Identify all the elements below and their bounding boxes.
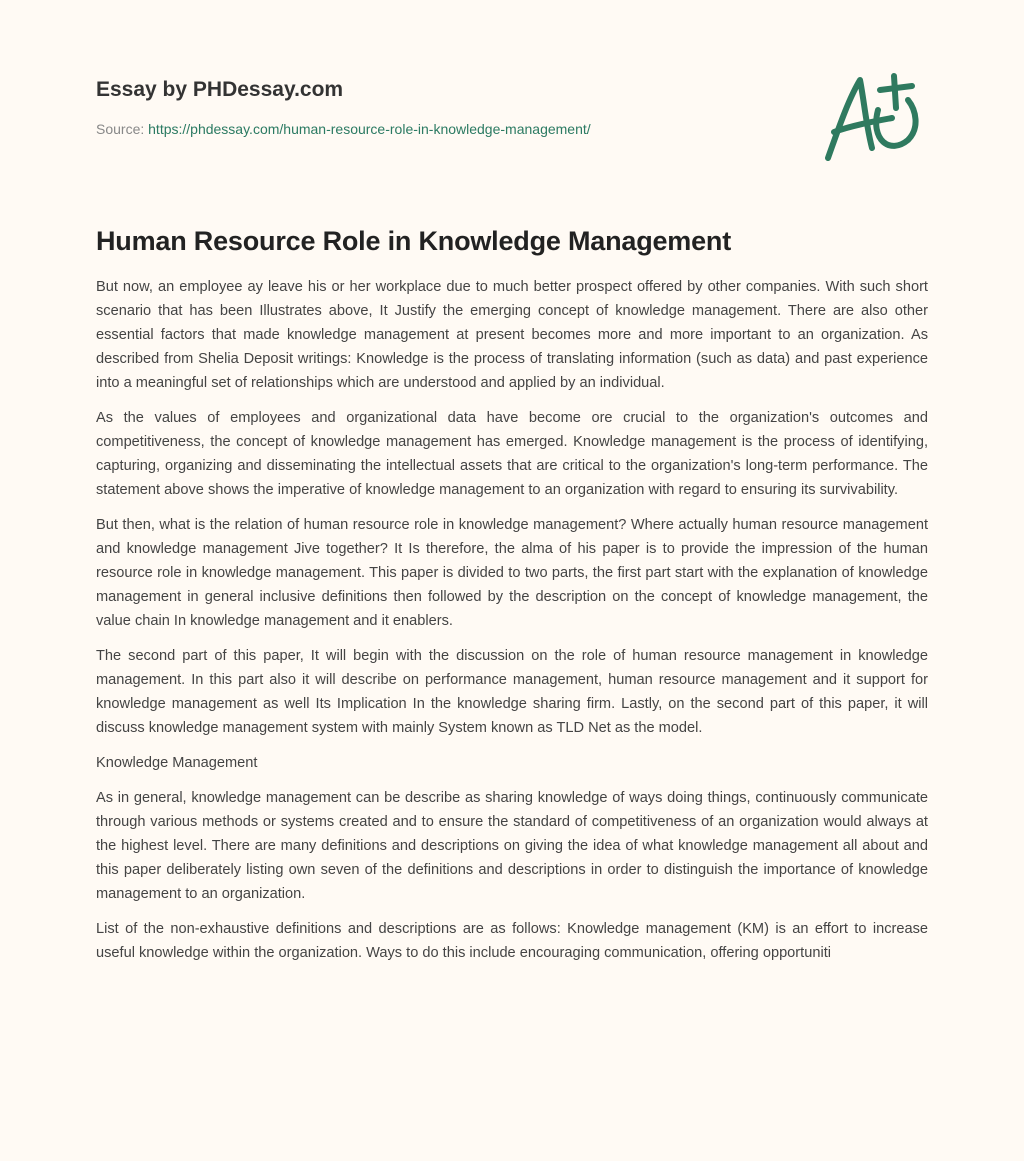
essay-article [96, 226, 928, 976]
essay-paragraph: The second part of this paper, It will begin with the discussion on the role of human resource management in knowledge management. In this part also it will describe on performance management, human resource management and it support for knowledge management as well Its Implication In the knowledge sharing firm. Lastly, on the second part of this paper, it will discuss knowledge management system with mainly System known as TLD Net as the model. [96, 648, 928, 736]
essay-paragraph: As in general, knowledge management can be describe as sharing knowledge of ways doing things, continuously communicate through various methods or systems created and to ensure the standard of competitiveness of an organization would always at the highest level. There are many definitions and descriptions on giving the idea of what knowledge management all about and this paper deliberately listing own seven of the definitions and descriptions in order to distinguish the importance of knowledge management to an organization. [96, 790, 928, 902]
section-heading: Knowledge Management [96, 755, 258, 771]
brand-title: Essay by PHDessay.com [96, 78, 344, 101]
source-line [96, 121, 591, 137]
a-plus-logo-icon [820, 70, 930, 165]
essay-paragraph: As the values of employees and organizational data have become ore crucial to the organization's outcomes and competitiveness, the concept of knowledge management has emerged. Knowledge management is the process of identifying, capturing, organizing and disseminating the intellectual assets that are critical to the organization's long-term performance. The statement above shows the imperative of knowledge management to an organization with regard to ensuring its survivability. [96, 410, 928, 498]
essay-paragraph: List of the non-exhaustive definitions and descriptions are as follows: Knowledge management (KM) is an effort to increase useful knowledge within the organization. Ways to do this include encouraging communication, offering opportuniti [96, 921, 928, 961]
essay-paragraph: But now, an employee ay leave his or her workplace due to much better prospect offered by other companies. With such short scenario that has been Illustrates above, It Justify the emerging concept of knowledge management. There are also other essential factors that made knowledge management at present becomes more and more important to an organization. As described from Shelia Deposit writings: Knowledge is the process of translating information (such as data) and past experience into a meaningful set of relationships which are understood and applied by an individual. [96, 279, 928, 391]
header [96, 78, 591, 137]
source-label: Source: [96, 121, 149, 137]
source-link[interactable]: https://phdessay.com/human-resource-role-in-knowledge-management/ [148, 121, 591, 137]
essay-title: Human Resource Role in Knowledge Management [96, 226, 732, 256]
essay-paragraph: But then, what is the relation of human resource role in knowledge management? Where actually human resource management and knowledge management Jive together? It Is therefore, the alma of his paper is to provide the impression of the human resource role in knowledge management. This paper is divided to two parts, the first part start with the explanation of knowledge management in general inclusive definitions then followed by the description on the concept of knowledge management, the value chain In knowledge management and it enablers. [96, 517, 928, 629]
